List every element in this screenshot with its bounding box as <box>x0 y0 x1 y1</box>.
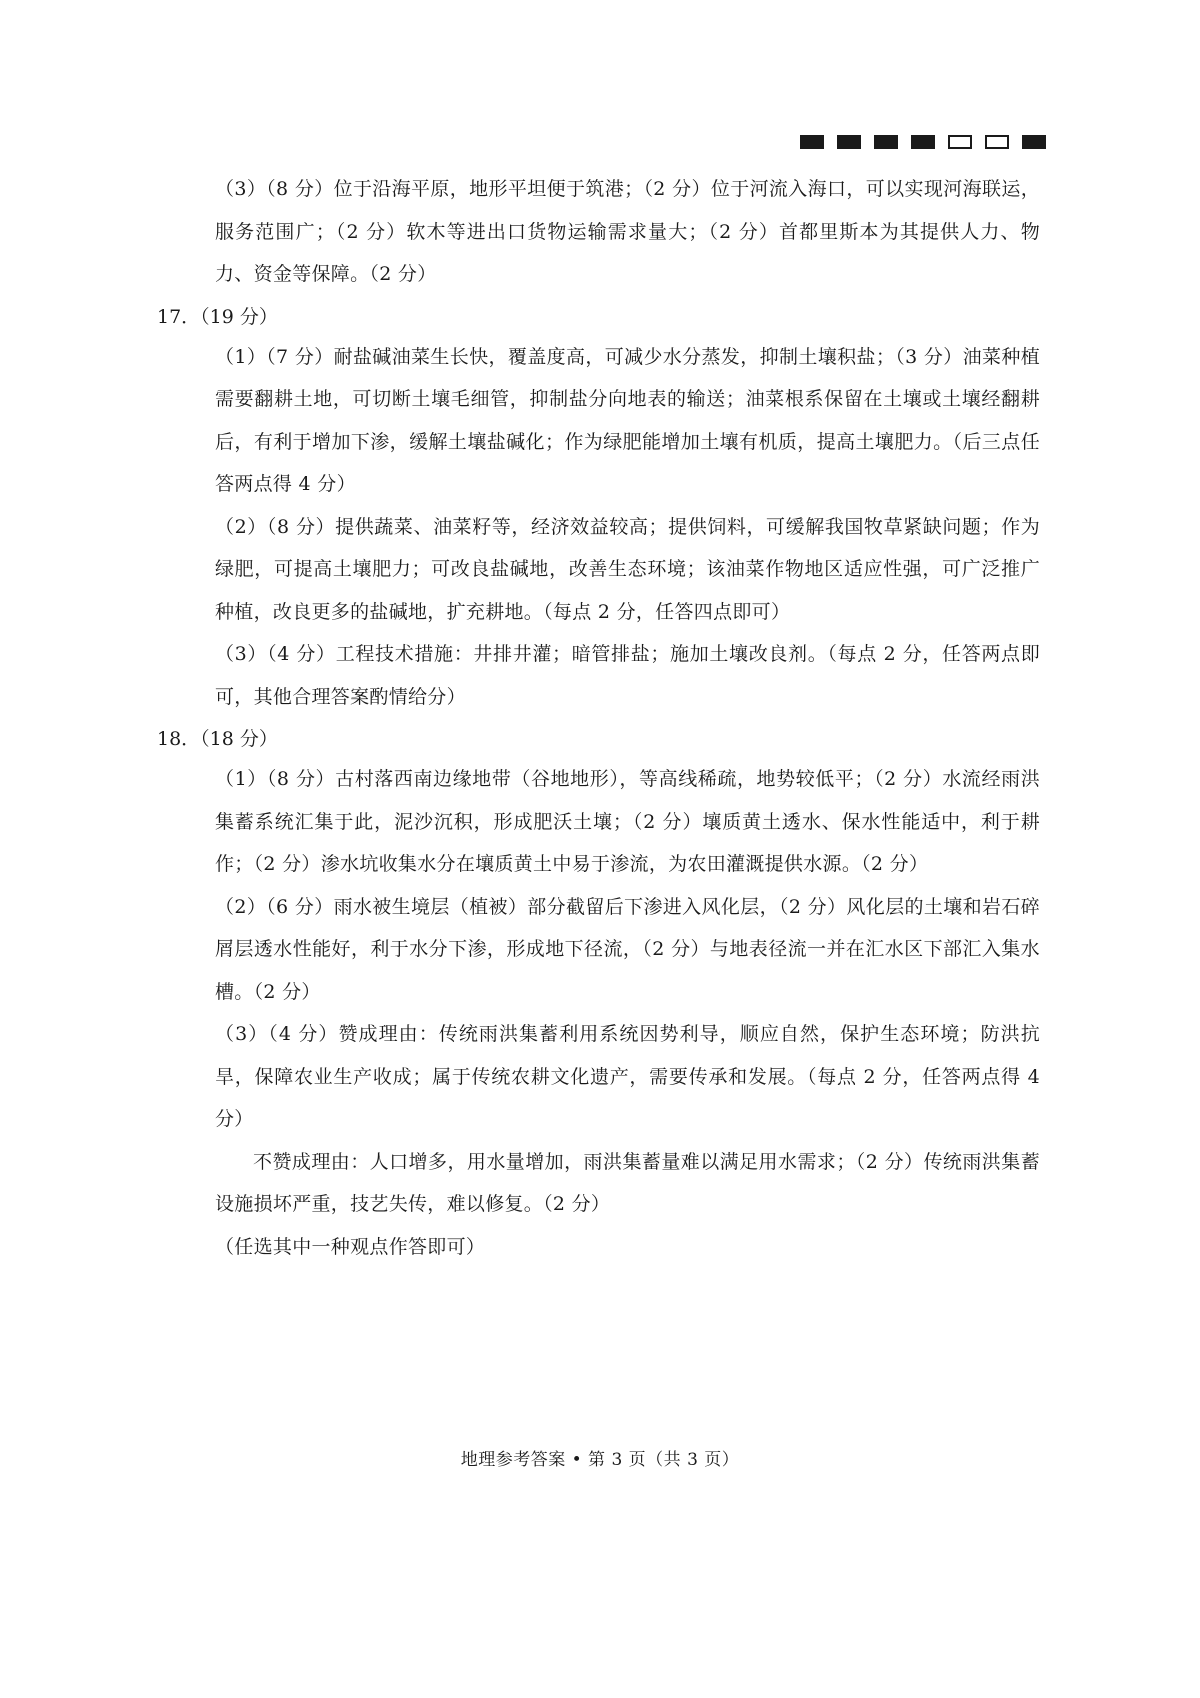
marker-square <box>985 135 1009 149</box>
answer-paragraph: （3）（4 分）赞成理由：传统雨洪集蓄利用系统因势利导，顺应自然，保护生态环境；防洪抗旱，保障农业生产收成；属于传统农耕文化遗产，需要传承和发展。（每点 2 分，任答两点得 4 分） <box>215 1023 1040 1130</box>
answer-paragraph: （1）（8 分）古村落西南边缘地带（谷地地形），等高线稀疏，地势较低平；（2 分）水流经雨洪集蓄系统汇集于此，泥沙沉积，形成肥沃土壤；（2 分）壤质黄土透水、保水性能适中，利于耕作；（2 分）渗水坑收集水分在壤质黄土中易于渗流，为农田灌溉提供水源。（2 分） <box>215 768 1040 875</box>
marker-square <box>911 135 935 149</box>
answer-paragraph: （1）（7 分）耐盐碱油菜生长快，覆盖度高，可减少水分蒸发，抑制土壤积盐；（3 分）油菜种植需要翻耕土地，可切断土壤毛细管，抑制盐分向地表的输送；油菜根系保留在土壤或土壤经翻耕后，有利于增加下渗，缓解土壤盐碱化；作为绿肥能增加土壤有机质，提高土壤肥力。（后三点任答两点得 4 分） <box>215 345 1040 495</box>
marker-square <box>837 135 861 149</box>
page-footer: 地理参考答案 • 第 3 页（共 3 页） <box>460 1450 740 1470</box>
marker-square <box>800 135 824 149</box>
question-number: 17．（19 分） <box>157 305 278 328</box>
marker-square <box>874 135 898 149</box>
answer-paragraph: （2）（6 分）雨水被生境层（植被）部分截留后下渗进入风化层，（2 分）风化层的土壤和岩石碎屑层透水性能好，利于水分下渗，形成地下径流，（2 分）与地表径流一并在汇水区下部汇入集水槽。（2 分） <box>215 895 1040 1003</box>
answer-paragraph: （3）（8 分）位于沿海平原，地形平坦便于筑港；（2 分）位于河流入海口，可以实现河海联运，服务范围广；（2 分）软木等进出口货物运输需求量大；（2 分）首都里斯本为其提供人力、物力、资金等保障。（2 分） <box>215 178 1040 285</box>
question-number: 18．（18 分） <box>157 728 278 750</box>
marker-square <box>948 135 972 149</box>
answer-paragraph: （3）（4 分）工程技术措施：井排井灌；暗管排盐；施加土壤改良剂。（每点 2 分，任答两点即可，其他合理答案酌情给分） <box>215 643 1040 708</box>
answer-content <box>157 168 1040 1268</box>
answer-paragraph: （2）（8 分）提供蔬菜、油菜籽等，经济效益较高；提供饲料，可缓解我国牧草紧缺问题；作为绿肥，可提高土壤肥力；可改良盐碱地，改善生态环境；该油菜作物地区适应性强，可广泛推广种植，改良更多的盐碱地，扩充耕地。（每点 2 分，任答四点即可） <box>215 515 1040 623</box>
page-marker-squares <box>800 135 1046 149</box>
marker-square <box>1022 135 1046 149</box>
answer-paragraph-indented: 不赞成理由：人口增多，用水量增加，雨洪集蓄量难以满足用水需求；（2 分）传统雨洪集蓄设施损坏严重，技艺失传，难以修复。（2 分） <box>215 1150 1040 1215</box>
answer-note: （任选其中一种观点作答即可） <box>215 1235 486 1258</box>
